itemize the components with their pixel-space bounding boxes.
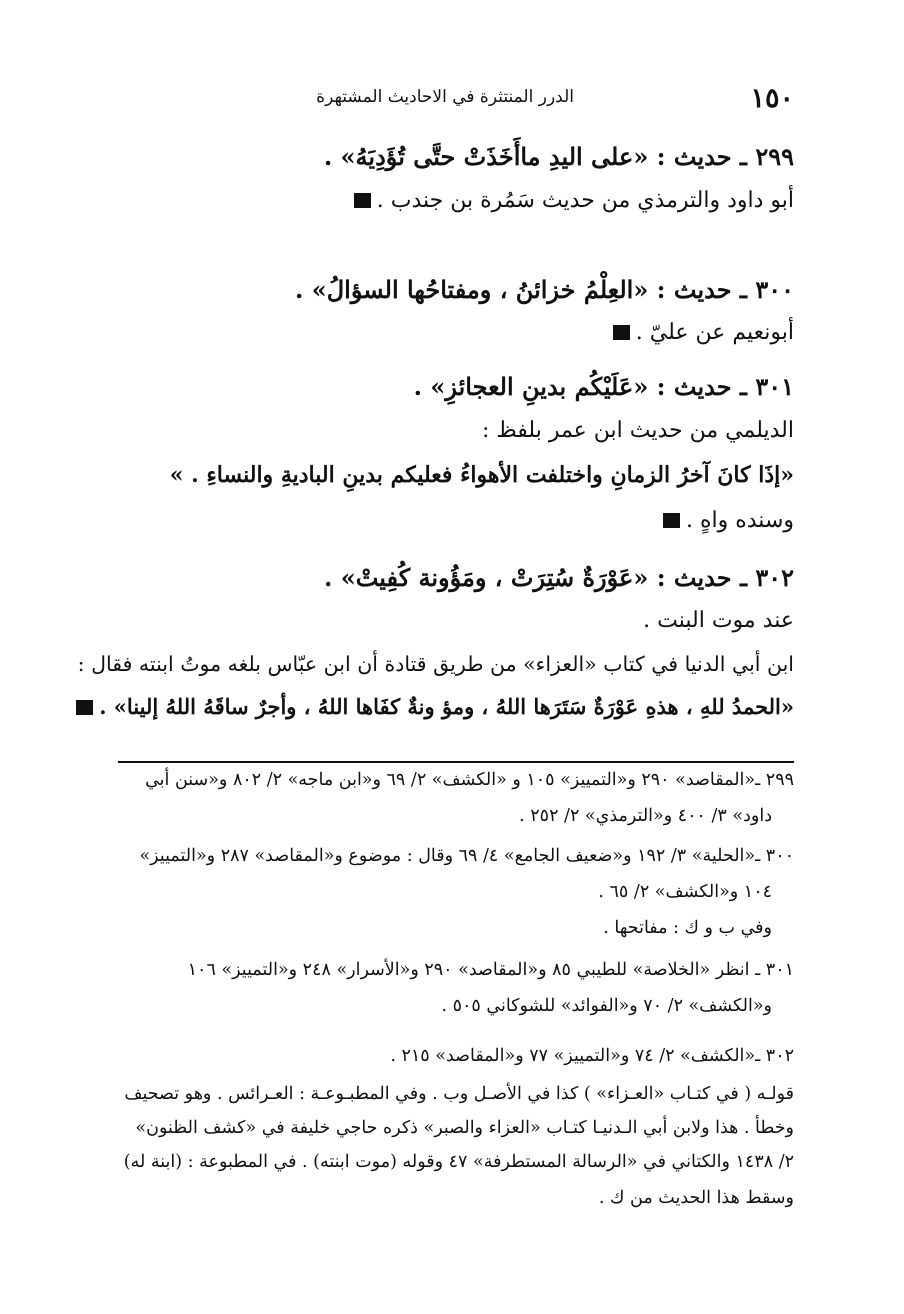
end-square-icon (663, 513, 680, 528)
footnote-302-line-4: ٢/ ١٤٣٨ والكتاني في «الرسالة المستطرفة» ٤٧ وقوله (موت ابنته) . في المطبوعة : (ابنة له) (123, 1152, 794, 1172)
hadith-302-context: عند موت البنت . (643, 608, 794, 633)
hadith-301-source: الديلمي من حديث ابن عمر بلفظ : (482, 418, 794, 443)
hadith-299-source-text: أبو داود والترمذي من حديث سَمُرة بن جندب . (376, 188, 794, 213)
footnote-301-line-2: و«الكشف» ٢/ ٧٠ و«الفوائد» للشوكاني ٥٠٥ . (441, 996, 772, 1016)
footnote-302-line-1: ٣٠٢ ـ«الكشف» ٢/ ٧٤ و«التمييز» ٧٧ و«المقاصد» ٢١٥ . (390, 1046, 794, 1066)
footnote-300-line-3: وفي ب و ك : مفاتحها . (603, 918, 772, 938)
footnote-300-line-1: ٣٠٠ ـ«الحلية» ٣/ ١٩٢ و«ضعيف الجامع» ٤/ ٦٩ وقال : موضوع و«المقاصد» ٢٨٧ و«التمييز» (139, 846, 794, 866)
footnote-301-line-1: ٣٠١ ـ انظر «الخلاصة» للطيبي ٨٥ و«المقاصد» ٢٩٠ و«الأسرار» ٢٤٨ و«التمييز» ١٠٦ (187, 960, 794, 980)
end-square-icon (613, 325, 630, 340)
footnote-299-line-2: داود» ٣/ ٤٠٠ و«الترمذي» ٢/ ٢٥٢ . (519, 806, 772, 826)
footnote-299-line-1: ٢٩٩ ـ«المقاصد» ٢٩٠ و«التمييز» ١٠٥ و «الكشف» ٢/ ٦٩ و«ابن ماجه» ٢/ ٨٠٢ و«سنن أبي (145, 770, 794, 790)
hadith-302-text: ٣٠٢ ـ حديث : «عَوْرَةٌ سُتِرَتْ ، ومَؤُونة كُفِيتْ» . (324, 563, 794, 592)
end-square-icon (76, 700, 93, 715)
footnote-300-line-2: ١٠٤ و«الكشف» ٢/ ٦٥ . (598, 882, 772, 902)
hadith-299-text: ٢٩٩ ـ حديث : «على اليدِ ماأَخَذَتْ حتَّى تُؤَدِيَهُ» . (323, 142, 794, 171)
end-square-icon (354, 193, 371, 208)
hadith-301-grade-text: وسنده واهٍ . (685, 508, 794, 533)
hadith-300-text: ٣٠٠ ـ حديث : «العِلْمُ خزائنُ ، ومفتاحُها السؤالُ» . (295, 275, 794, 304)
running-title: الدرر المنتثرة في الاحاديث المشتهرة (316, 87, 574, 107)
footnote-302-line-3: وخطأ . هذا ولابن أبي الـدنيـا كتـاب «العزاء والصبر» ذكره حاجي خليفة في «كشف الظنون» (135, 1118, 794, 1138)
hadith-301-grade (663, 508, 794, 533)
page-number: ١٥٠ (750, 83, 794, 114)
hadith-300-source (613, 320, 794, 345)
hadith-299-source (354, 188, 794, 213)
hadith-302-quote (76, 694, 794, 719)
footnote-302-line-5: وسقط هذا الحديث من ك . (598, 1188, 794, 1208)
hadith-301-text: ٣٠١ ـ حديث : «عَلَيْكُم بدينِ العجائزِ» . (413, 372, 794, 401)
hadith-301-variant: «إذَا كانَ آخرُ الزمانِ واختلفت الأهواءُ فعليكم بدينِ الباديةِ والنساءِ . » (169, 462, 794, 488)
hadith-302-source: ابن أبي الدنيا في كتاب «العزاء» من طريق قتادة أن ابن عبّاس بلغه موتُ ابنته فقال : (77, 652, 794, 676)
hadith-300-source-text: أبونعيم عن عليّ . (635, 320, 794, 345)
footnote-302-line-2: قولـه ( في كتـاب «العـزاء» ) كذا في الأصـل وب . وفي المطبـوعـة : العـرائس . وهو تصحيف (124, 1084, 794, 1104)
footnote-separator (118, 761, 794, 763)
hadith-302-quote-text: «الحمدُ للهِ ، هذهِ عَوْرَةٌ سَتَرَها اللهُ ، ومؤ ونةٌ كفَاها اللهُ ، وأجرٌ ساقَهُ اللهُ إلينا» . (99, 694, 794, 719)
